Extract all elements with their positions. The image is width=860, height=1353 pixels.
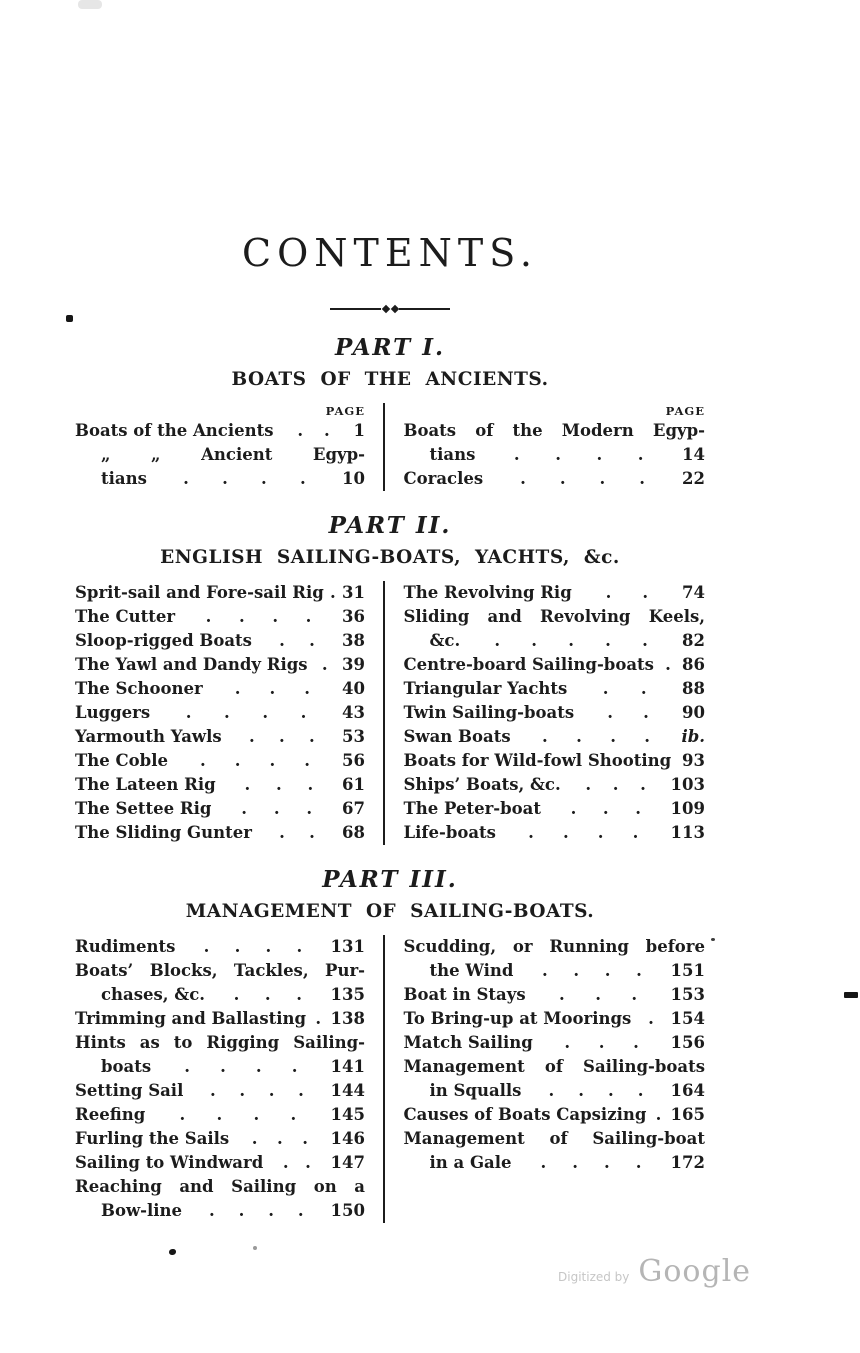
toc-rows: [404, 935, 706, 1175]
column-divider: [383, 581, 385, 845]
entry-page: 1: [353, 420, 365, 440]
toc-entry: [75, 797, 365, 821]
dot-leader: . .: [279, 630, 315, 650]
dot-leader: . . . .: [528, 822, 639, 842]
ornament-diamond-icon: [381, 305, 389, 313]
toc-columns: [75, 403, 705, 491]
dot-leader: . . .: [244, 774, 314, 794]
toc-entry: [75, 1079, 365, 1103]
entry-title: Sailing to Windward: [75, 1152, 264, 1172]
column-divider: [383, 935, 385, 1223]
toc-entry: [404, 701, 706, 725]
entry-title: Sliding and Revolving Keels,: [403, 606, 705, 626]
dot-leader: . . . .: [541, 726, 651, 746]
entry-page: 86: [682, 654, 705, 674]
dot-leader: . .: [279, 822, 315, 842]
toc-column: [404, 403, 706, 491]
toc-rows: [75, 581, 365, 845]
dot-leader: . . . .: [183, 468, 306, 488]
page-title: CONTENTS.: [242, 231, 538, 275]
entry-page: 103: [670, 774, 705, 794]
entry-title: Causes of Boats Capsizing: [403, 1104, 647, 1124]
entry-title: Furling the Sails: [75, 1128, 230, 1148]
entry-title: in a Gale: [429, 1152, 512, 1172]
toc-entry: [404, 1127, 706, 1151]
dot-leader: . . .: [570, 798, 641, 818]
entry-page: 164: [670, 1080, 705, 1100]
scan-artifact: [844, 992, 858, 998]
entry-title: Coracles: [403, 468, 484, 488]
entry-page: 39: [342, 654, 365, 674]
entry-title: Luggers: [75, 702, 151, 722]
toc-part: [75, 335, 705, 491]
part-subtitle: BOATS OF THE ANCIENTS.: [231, 369, 549, 391]
dot-leader: . . . .: [185, 702, 307, 722]
entry-page: 67: [342, 798, 365, 818]
entry-page: 68: [342, 822, 365, 842]
entry-title: Management of Sailing-boats: [403, 1056, 705, 1076]
dot-leader: . . . .: [540, 1152, 642, 1172]
toc-entry: [404, 821, 706, 845]
toc-entry: [404, 959, 706, 983]
toc-column: [75, 403, 365, 491]
ornament-rule-right: [399, 308, 450, 310]
dot-leader: . . .: [233, 984, 302, 1004]
entry-title: The Yawl and Dandy Rigs: [75, 654, 308, 674]
toc-column: [75, 581, 365, 845]
dot-leader: .: [655, 1104, 662, 1124]
toc-entry: [404, 419, 706, 443]
entry-title: Ships’ Boats, &c.: [403, 774, 561, 794]
entry-title: Reefing: [75, 1104, 146, 1124]
entry-page: 146: [330, 1128, 365, 1148]
entry-page: 40: [342, 678, 365, 698]
dot-leader: . . . .: [513, 444, 644, 464]
watermark-prefix: Digitized by: [558, 1270, 630, 1284]
entry-title: The Lateen Rig: [75, 774, 216, 794]
toc-entry: [75, 983, 365, 1007]
toc-entry: [75, 605, 365, 629]
toc-entry: [404, 1007, 706, 1031]
entry-page: 172: [670, 1152, 705, 1172]
scan-artifact: [78, 0, 102, 9]
dot-leader: . . . .: [208, 1200, 304, 1220]
toc-entry: [404, 773, 706, 797]
part-heading: PART III.: [322, 865, 458, 893]
toc-entry: [75, 677, 365, 701]
toc-entry: [404, 581, 706, 605]
entry-title: Boat in Stays: [403, 984, 526, 1004]
toc-entry: [75, 1127, 365, 1151]
toc-entry: [75, 1031, 365, 1055]
entry-page: 113: [670, 822, 705, 842]
entry-page: 156: [670, 1032, 705, 1052]
entry-title: The Sliding Gunter: [75, 822, 252, 842]
entry-page: 88: [682, 678, 705, 698]
entry-title: The Cutter: [75, 606, 176, 626]
toc-entry: [75, 419, 365, 443]
toc-entry: [75, 1151, 365, 1175]
dot-leader: . . .: [585, 774, 646, 794]
scan-artifact: [253, 1246, 257, 1250]
entry-title: Boats’ Blocks, Tackles, Pur-: [75, 960, 365, 980]
entry-title: „ „ Ancient Egyp-: [101, 444, 365, 464]
entry-title: Boats of the Ancients: [75, 420, 274, 440]
toc-entry: [404, 983, 706, 1007]
toc-entry: [75, 1175, 365, 1199]
entry-page: 151: [670, 960, 705, 980]
toc-entry: [404, 629, 706, 653]
scan-artifact: [66, 315, 73, 322]
entry-title: The Revolving Rig: [403, 582, 572, 602]
entry-title: Hints as to Rigging Sailing-: [75, 1032, 365, 1052]
toc-entry: [404, 725, 706, 749]
toc-entry: [75, 1007, 365, 1031]
dot-leader: . . .: [559, 984, 638, 1004]
entry-title: Boats of the Modern Egyp-: [403, 420, 705, 440]
page-column-label: PAGE: [325, 403, 365, 418]
toc-rows: [404, 419, 706, 491]
toc-entry: [75, 701, 365, 725]
entry-title: Scudding, or Running before: [403, 936, 705, 956]
digitizer-watermark: [558, 1254, 751, 1289]
entry-title: The Schooner: [75, 678, 203, 698]
entry-page: 131: [330, 936, 365, 956]
entry-page: 145: [330, 1104, 365, 1124]
entry-page: 31: [342, 582, 365, 602]
entry-page: 38: [342, 630, 365, 650]
entry-title: Boats for Wild-fowl Shooting: [403, 750, 672, 770]
toc-column: [404, 935, 706, 1223]
toc-entry: [404, 1031, 706, 1055]
entry-page: 154: [670, 1008, 705, 1028]
entry-title: Triangular Yachts: [403, 678, 568, 698]
entry-page: 144: [330, 1080, 365, 1100]
entry-title: Management of Sailing-boat: [403, 1128, 705, 1148]
toc-entry: [75, 581, 365, 605]
entry-title: the Wind: [429, 960, 514, 980]
toc-entry: [404, 1055, 706, 1079]
toc-entry: [404, 1079, 706, 1103]
toc-entry: [404, 653, 706, 677]
dot-leader: . .: [297, 420, 330, 440]
toc-entry: [404, 677, 706, 701]
entry-title: &c.: [429, 630, 461, 650]
entry-page: 22: [682, 468, 705, 488]
dot-leader: . . .: [241, 798, 313, 818]
dot-leader: . . .: [564, 1032, 639, 1052]
entry-title: tians: [429, 444, 476, 464]
dot-leader: . . . .: [548, 1080, 644, 1100]
toc-entry: [404, 749, 706, 773]
dot-leader: . . . .: [179, 1104, 297, 1124]
entry-title: in Squalls: [429, 1080, 522, 1100]
toc-entry: [75, 467, 365, 491]
part-subtitle: ENGLISH SAILING-BOATS, YACHTS, &c.: [160, 547, 620, 569]
toc-entry: [75, 1199, 365, 1223]
google-logo: Google: [638, 1254, 752, 1289]
dot-leader: . .: [282, 1152, 311, 1172]
dot-leader: . . . .: [199, 750, 310, 770]
entry-title: tians: [101, 468, 147, 488]
entry-page: 90: [682, 702, 705, 722]
dot-leader: . . .: [251, 1128, 309, 1148]
ornament-diamond-icon: [390, 305, 398, 313]
dot-leader: . .: [602, 678, 647, 698]
toc-entry: [75, 1103, 365, 1127]
dot-leader: . .: [605, 582, 649, 602]
dot-leader: .: [330, 582, 336, 602]
ornament-rule-left: [330, 308, 381, 310]
entry-title: Life-boats: [403, 822, 496, 842]
entry-title: Trimming and Ballasting: [75, 1008, 307, 1028]
toc-entry: [75, 773, 365, 797]
parts: [75, 335, 705, 1223]
scan-artifact: [169, 1249, 176, 1255]
toc-entry: [75, 935, 365, 959]
toc-entry: [75, 959, 365, 983]
entry-page: 43: [342, 702, 365, 722]
toc-part: [75, 513, 705, 845]
entry-title: Swan Boats: [403, 726, 511, 746]
toc-entry: [404, 467, 706, 491]
toc-columns: [75, 935, 705, 1223]
entry-title: Setting Sail: [75, 1080, 184, 1100]
entry-title: chases, &c.: [101, 984, 205, 1004]
entry-title: Match Sailing: [403, 1032, 533, 1052]
dot-leader: . . . .: [542, 960, 642, 980]
toc-entry: [75, 629, 365, 653]
entry-page: 135: [330, 984, 365, 1004]
entry-page: 93: [682, 750, 705, 770]
toc-entry: [75, 749, 365, 773]
entry-page: 141: [330, 1056, 365, 1076]
toc-column: [75, 935, 365, 1223]
entry-page: 109: [670, 798, 705, 818]
toc-rows: [75, 935, 365, 1223]
entry-title: The Coble: [75, 750, 168, 770]
toc-entry: [75, 725, 365, 749]
part-heading: PART I.: [334, 334, 446, 361]
entry-title: Twin Sailing-boats: [403, 702, 575, 722]
entry-title: Reaching and Sailing on a: [75, 1176, 365, 1196]
dot-leader: . . . .: [184, 1056, 298, 1076]
dot-leader: .: [665, 654, 671, 674]
toc-rows: [404, 581, 706, 845]
toc-entry: [404, 443, 706, 467]
toc-entry: [404, 605, 706, 629]
entry-title: The Settee Rig: [75, 798, 212, 818]
toc-rows: [75, 419, 365, 491]
dot-leader: . . .: [248, 726, 315, 746]
entry-page: 82: [682, 630, 705, 650]
dot-leader: .: [648, 1008, 654, 1028]
toc-columns: [75, 581, 705, 845]
entry-page: 53: [342, 726, 365, 746]
dot-leader: . .: [607, 702, 649, 722]
entry-page: 165: [670, 1104, 705, 1124]
toc-entry: [75, 821, 365, 845]
entry-page: ib.: [681, 726, 705, 746]
entry-page: 61: [342, 774, 365, 794]
toc-entry: [404, 1151, 706, 1175]
dot-leader: . . . . .: [494, 630, 648, 650]
entry-page: 153: [670, 984, 705, 1004]
entry-page: 36: [342, 606, 365, 626]
entry-page: 14: [682, 444, 705, 464]
toc-entry: [75, 653, 365, 677]
entry-page: 147: [330, 1152, 365, 1172]
entry-title: Sprit-sail and Fore-sail Rig: [75, 582, 324, 602]
toc-entry: [75, 443, 365, 467]
entry-title: Rudiments: [75, 936, 176, 956]
toc-entry: [75, 1055, 365, 1079]
entry-title: The Peter-boat: [403, 798, 541, 818]
toc-entry: [404, 797, 706, 821]
page-content: [75, 0, 705, 1223]
entry-title: Centre-board Sailing-boats: [403, 654, 654, 674]
part-heading: PART II.: [328, 511, 452, 539]
scan-artifact: [711, 938, 715, 941]
dot-leader: . . . .: [205, 606, 312, 626]
toc-part: [75, 867, 705, 1223]
column-divider: [383, 403, 385, 491]
dot-leader: . . .: [234, 678, 310, 698]
dot-leader: . . . .: [520, 468, 645, 488]
entry-title: Bow-line: [101, 1200, 183, 1220]
page-column-label: PAGE: [665, 403, 705, 418]
entry-page: 10: [342, 468, 365, 488]
entry-title: Yarmouth Yawls: [75, 726, 222, 746]
dot-leader: . . . .: [203, 936, 303, 956]
entry-page: 56: [342, 750, 365, 770]
entry-title: To Bring-up at Moorings: [403, 1008, 632, 1028]
dot-leader: .: [321, 654, 328, 674]
entry-page: 138: [330, 1008, 365, 1028]
entry-page: 150: [330, 1200, 365, 1220]
ornament-divider: [330, 305, 450, 313]
dot-leader: .: [315, 1008, 322, 1028]
entry-title: boats: [101, 1056, 152, 1076]
toc-entry: [404, 1103, 706, 1127]
toc-entry: [404, 935, 706, 959]
dot-leader: . . . .: [209, 1080, 304, 1100]
entry-title: Sloop-rigged Boats: [75, 630, 252, 650]
entry-page: 74: [682, 582, 705, 602]
part-subtitle: MANAGEMENT OF SAILING-BOATS.: [185, 901, 595, 923]
toc-column: [404, 581, 706, 845]
